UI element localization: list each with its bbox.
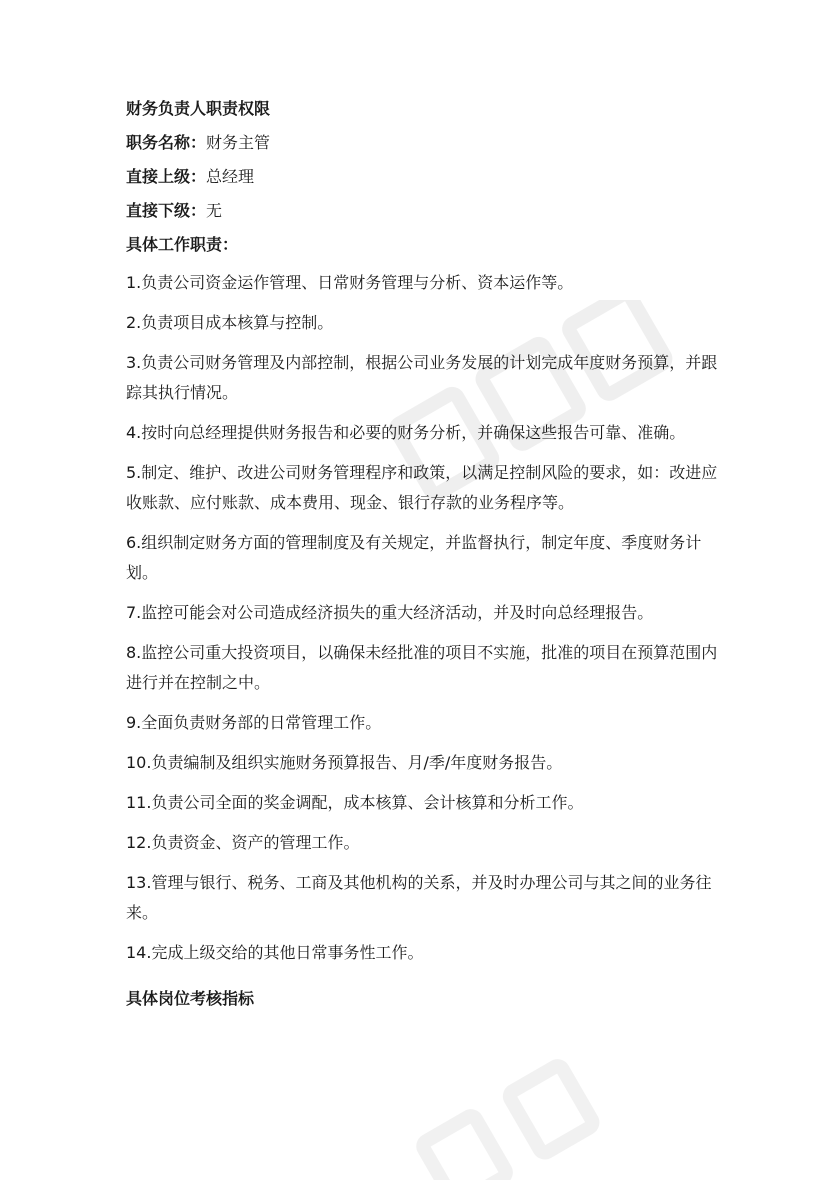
field-label: 职务名称：	[126, 133, 207, 152]
document-body	[126, 92, 726, 1016]
field-value: 财务主管	[206, 133, 271, 152]
field-label: 直接下级：	[126, 201, 207, 220]
assessment-heading: 具体岗位考核指标	[126, 989, 255, 1008]
field-label: 直接上级：	[126, 167, 207, 186]
duty-item: 6.组织制定财务方面的管理制度及有关规定，并监督执行，制定年度、季度财务计划。	[126, 533, 702, 582]
field-value: 无	[206, 201, 223, 220]
document-title: 财务负责人职责权限	[126, 99, 271, 118]
duty-item: 1.负责公司资金运作管理、日常财务管理与分析、资本运作等。	[126, 273, 574, 292]
duty-item: 13.管理与银行、税务、工商及其他机构的关系，并及时办理公司与其之间的业务往来。	[126, 873, 712, 922]
duty-item: 3.负责公司财务管理及内部控制，根据公司业务发展的计划完成年度财务预算，并跟踪其执行情况。	[126, 353, 718, 402]
duty-item: 9.全面负责财务部的日常管理工作。	[126, 713, 382, 732]
duties-heading: 具体工作职责：	[126, 235, 239, 254]
duty-item: 14.完成上级交给的其他日常事务性工作。	[126, 943, 424, 962]
field-direct-subordinate	[126, 194, 726, 228]
duty-item: 11.负责公司全面的奖金调配，成本核算、会计核算和分析工作。	[126, 793, 584, 812]
duty-item: 12.负责资金、资产的管理工作。	[126, 833, 360, 852]
duty-item: 4.按时向总经理提供财务报告和必要的财务分析，并确保这些报告可靠、准确。	[126, 423, 686, 442]
field-position-name	[126, 126, 726, 160]
duty-item: 10.负责编制及组织实施财务预算报告、月/季/年度财务报告。	[126, 753, 563, 772]
field-value: 总经理	[206, 167, 255, 186]
field-direct-superior	[126, 160, 726, 194]
duty-item: 8.监控公司重大投资项目，以确保未经批准的项目不实施，批准的项目在预算范围内进行并在控制之中。	[126, 643, 718, 692]
duty-item: 2.负责项目成本核算与控制。	[126, 313, 334, 332]
duty-item: 5.制定、维护、改进公司财务管理程序和政策，以满足控制风险的要求，如：改进应收账款、应付账款、成本费用、现金、银行存款的业务程序等。	[126, 463, 718, 512]
duty-item: 7.监控可能会对公司造成经济损失的重大经济活动，并及时向总经理报告。	[126, 603, 654, 622]
watermark	[360, 1040, 720, 1180]
